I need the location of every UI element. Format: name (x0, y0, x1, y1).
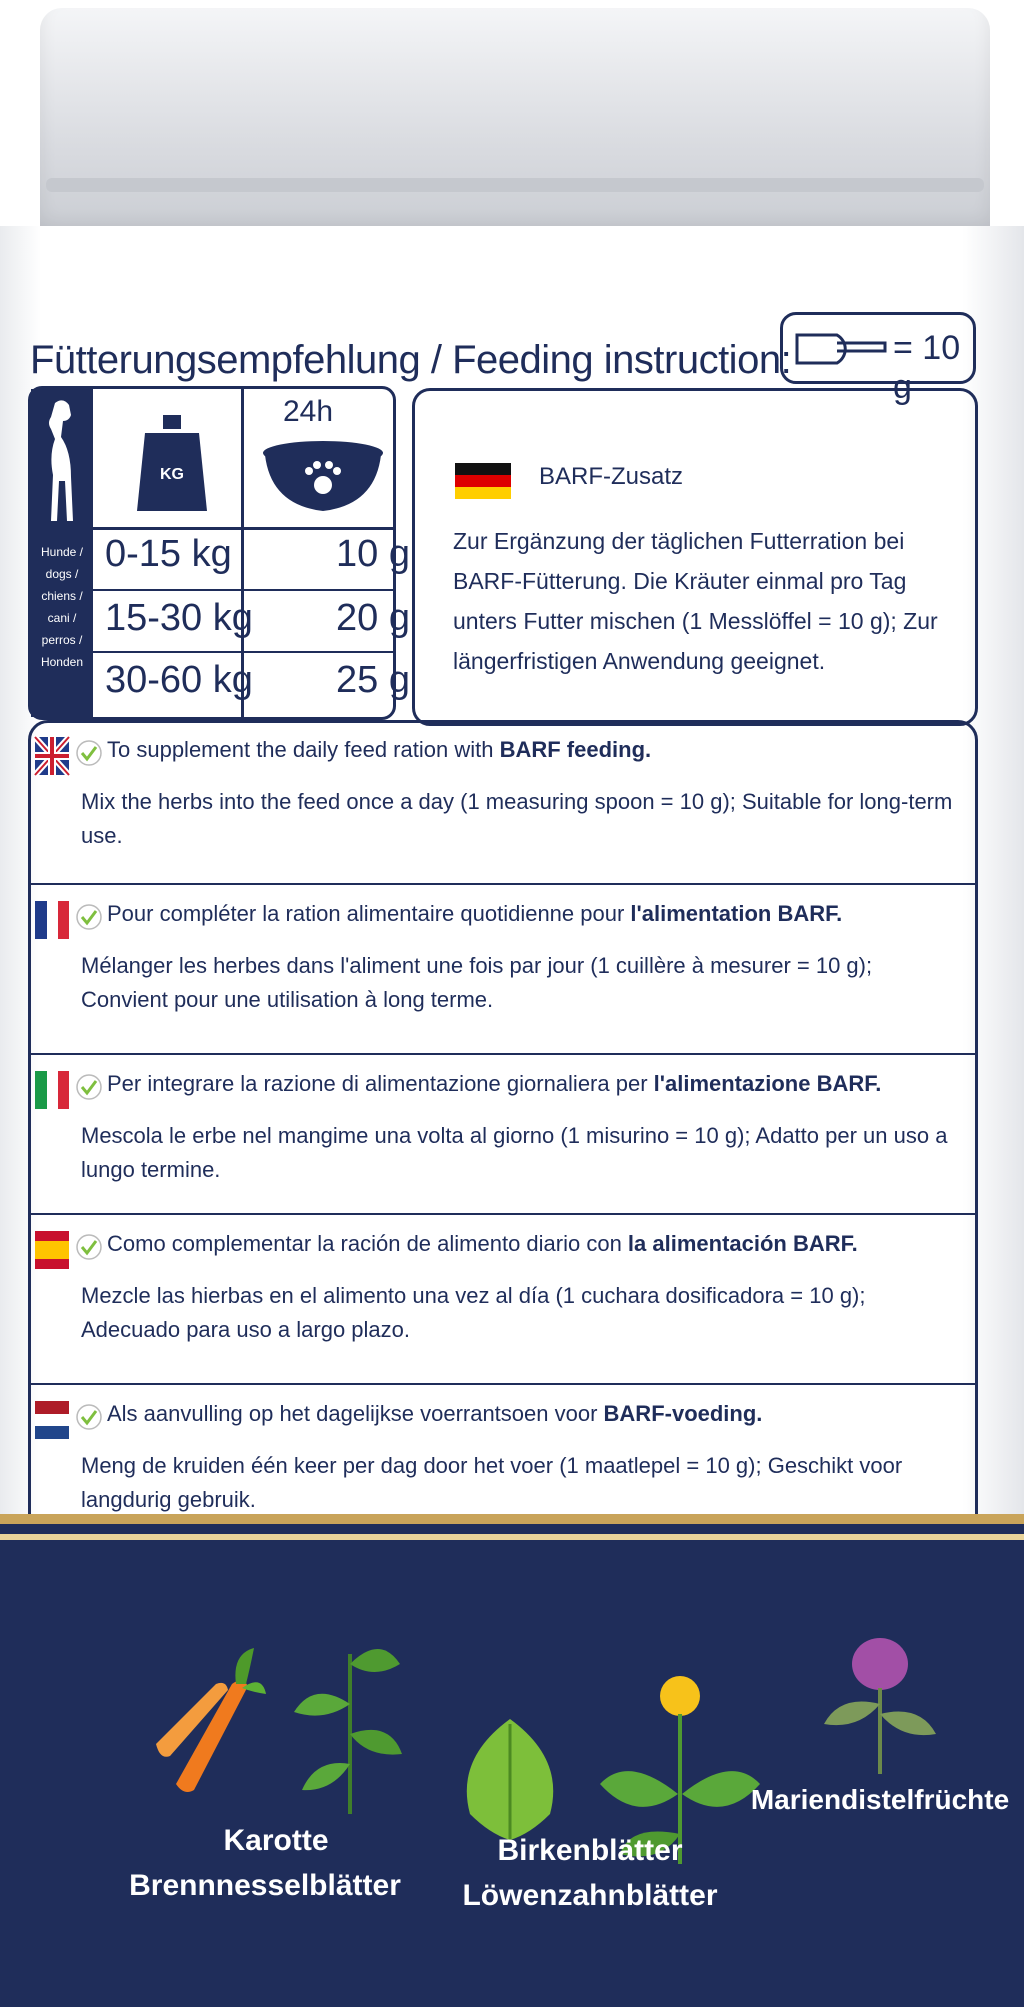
lang-divider (31, 1213, 975, 1215)
lang-body: Mix the herbs into the feed once a day (1 measuring spoon = 10 g); Suitable for long-term use. (81, 789, 953, 848)
lang-body: Mescola le erbe nel mangime una volta al giorno (1 misurino = 10 g); Adatto per un uso a lungo termine. (81, 1123, 948, 1182)
species-strip (31, 389, 93, 717)
jar-lid (40, 8, 990, 238)
lang-line1: To supplement the daily feed ration with BARF feeding. (107, 737, 652, 762)
dose-amount: 20 g (336, 597, 410, 639)
translations-box (28, 720, 978, 1570)
bowl-icon (259, 439, 387, 515)
france-flag-icon (35, 901, 69, 939)
italy-flag-icon (35, 1071, 69, 1109)
dose-weight: 30-60 kg (105, 659, 253, 701)
herb-label-brennnessel: Brennnesselblätter (129, 1869, 401, 1902)
carrot-icon (136, 1644, 266, 1794)
dose-row (93, 651, 410, 713)
lid-rim (46, 178, 984, 192)
dose-row (93, 527, 410, 587)
birch-leaf-icon (455, 1714, 565, 1844)
spoon-value: = 10 g (893, 329, 961, 406)
species-list (33, 541, 91, 673)
germany-flag-icon (455, 463, 511, 499)
spain-flag-icon (35, 1231, 69, 1269)
lang-body: Mezcle las hierbas en el alimento una vez al día (1 cuchara dosificadora = 10 g); Adecuado para uso a largo plazo. (81, 1283, 866, 1342)
lang-line1: Per integrare la razione di alimentazione giornaliera per l'alimentazione BARF. (107, 1071, 882, 1096)
dose-row (93, 589, 410, 651)
spoon-measure (780, 312, 976, 406)
lang-line1: Como complementar la ración de alimento diario con la alimentación BARF. (107, 1231, 858, 1256)
lang-line1: Als aanvulling op het dagelijkse voerrantsoen voor BARF-voeding. (107, 1401, 763, 1426)
dose-weight: 15-30 kg (105, 597, 253, 639)
nettle-icon (290, 1634, 410, 1814)
lang-body: Meng de kruiden één keer per dag door het voer (1 maatlepel = 10 g); Geschikt voor langdurig gebruik. (81, 1453, 903, 1512)
dose-amount: 10 g (336, 533, 410, 575)
herb-band (0, 1514, 1024, 2007)
dog-icon (39, 395, 85, 529)
dose-table (28, 386, 410, 720)
german-text: Zur Ergänzung der täglichen Futterration bei BARF-Fütterung. Die Kräuter einmal pro Tag unters Futter mischen (1 Messlöffel = 10 g); Zur längerfristigen Anwendung geeignet. (453, 528, 938, 674)
dose-amount: 25 g (336, 659, 410, 701)
species-de: Hunde / (40, 545, 84, 559)
herb-label-loewenzahn: Löwenzahnblätter (462, 1879, 718, 1912)
herb-label-birke: Birkenblätter (497, 1834, 683, 1867)
german-title: BARF-Zusatz (539, 463, 684, 490)
lang-divider (31, 1383, 975, 1385)
dose-weight: 0-15 kg (105, 533, 232, 575)
species-nl: Honden (40, 655, 84, 669)
lang-line1: Pour compléter la ration alimentaire quotidienne pour l'alimentation BARF. (107, 901, 843, 926)
feeding-heading: Fütterungsempfehlung / Feeding instruction: (30, 338, 792, 382)
lang-body: Mélanger les herbes dans l'aliment une fois par jour (1 cuillère à mesurer = 10 g); Convient pour une utilisation à long terme. (81, 953, 873, 1012)
lang-divider (31, 883, 975, 885)
species-en: dogs / (45, 567, 79, 581)
species-fr: chiens / (41, 589, 83, 603)
netherlands-flag-icon (35, 1401, 69, 1439)
check-icon (75, 739, 103, 767)
check-icon (75, 903, 103, 931)
measuring-spoon-icon (793, 329, 889, 369)
weight-icon (135, 415, 209, 511)
species-es: perros / (41, 633, 83, 647)
uk-flag-icon (35, 737, 69, 775)
weight-icon-label: KG (160, 466, 184, 483)
lang-divider (31, 1053, 975, 1055)
herb-label-mariendistel: Mariendistelfrüchte (750, 1784, 1010, 1815)
german-box (412, 388, 978, 726)
milk-thistle-icon (820, 1624, 940, 1774)
check-icon (75, 1403, 103, 1431)
period-label: 24h (283, 395, 334, 428)
species-it: cani / (47, 611, 77, 625)
check-icon (75, 1073, 103, 1101)
check-icon (75, 1233, 103, 1261)
herb-label-karotte: Karotte (223, 1824, 329, 1857)
